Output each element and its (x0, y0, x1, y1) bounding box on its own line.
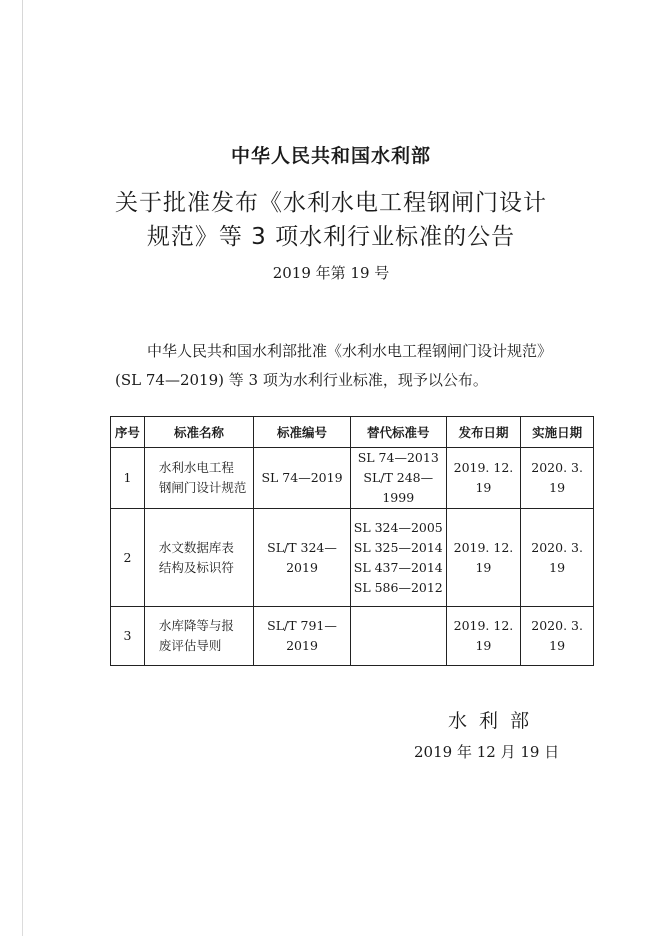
table-header-row (111, 417, 594, 448)
announcement-title-line1: 关于批准发布《水利水电工程钢闸门设计 (115, 190, 547, 216)
cell-effective-date: 2020. 3. 19 (521, 448, 594, 509)
replaced-line: SL 437—2014 (353, 559, 443, 575)
name-line: 钢闸门设计规范 (158, 480, 247, 495)
header-effective-date: 实施日期 (521, 417, 594, 448)
cell-publish-date: 2019. 12. 19 (446, 607, 521, 666)
header-publish-date: 发布日期 (446, 417, 521, 448)
cell-standard-code: SL/T 324—2019 (254, 509, 351, 607)
cell-standard-name (144, 509, 253, 607)
name-line: 水文数据库表 (158, 539, 234, 555)
announcement-title-line2: 规范》等 3 项水利行业标准的公告 (146, 224, 516, 250)
cell-serial: 3 (111, 607, 145, 666)
replaced-line: SL 325—2014 (353, 539, 443, 555)
table-row (111, 448, 594, 509)
cell-effective-date: 2020. 3. 19 (521, 509, 594, 607)
header-standard-code: 标准编号 (254, 417, 351, 448)
document-number: 2019 年第 19 号 (272, 264, 390, 282)
cell-serial: 1 (111, 448, 145, 509)
cell-replaced-code (350, 607, 446, 666)
body-paragraph-line1: 中华人民共和国水利部批准《水利水电工程钢闸门设计规范》 (147, 342, 553, 360)
body-paragraph-line2: (SL 74—2019) 等 3 项为水利行业标准，现予以公布。 (115, 371, 488, 389)
header-serial: 序号 (111, 417, 145, 448)
cell-standard-name (144, 448, 253, 509)
header-replaced-code: 替代标准号 (350, 417, 446, 448)
replaced-line: SL 586—2012 (353, 579, 443, 595)
ministry-name: 中华人民共和国水利部 (230, 145, 431, 167)
cell-publish-date: 2019. 12. 19 (446, 448, 521, 509)
cell-replaced-code (350, 509, 446, 607)
signing-date: 2019 年 12 月 19 日 (414, 743, 560, 761)
replaced-line: SL 74—2013 (357, 450, 439, 465)
name-line: 废评估导则 (158, 638, 222, 653)
name-line: 结构及标识符 (158, 559, 234, 575)
standards-table (110, 416, 594, 666)
cell-effective-date: 2020. 3. 19 (521, 607, 594, 666)
signer-name: 水 利 部 (448, 710, 533, 732)
table-row (111, 509, 594, 607)
replaced-line: SL 324—2005 (353, 519, 443, 535)
replaced-line: SL/T 248—1999 (363, 470, 434, 505)
cell-serial: 2 (111, 509, 145, 607)
cell-standard-name (144, 607, 253, 666)
cell-replaced-code (350, 448, 446, 509)
name-line: 水利水电工程 (158, 460, 234, 475)
cell-standard-code: SL 74—2019 (254, 448, 351, 509)
name-line: 水库降等与报 (158, 618, 234, 633)
header-standard-name: 标准名称 (144, 417, 253, 448)
table-row (111, 607, 594, 666)
cell-publish-date: 2019. 12. 19 (446, 509, 521, 607)
cell-standard-code: SL/T 791—2019 (254, 607, 351, 666)
